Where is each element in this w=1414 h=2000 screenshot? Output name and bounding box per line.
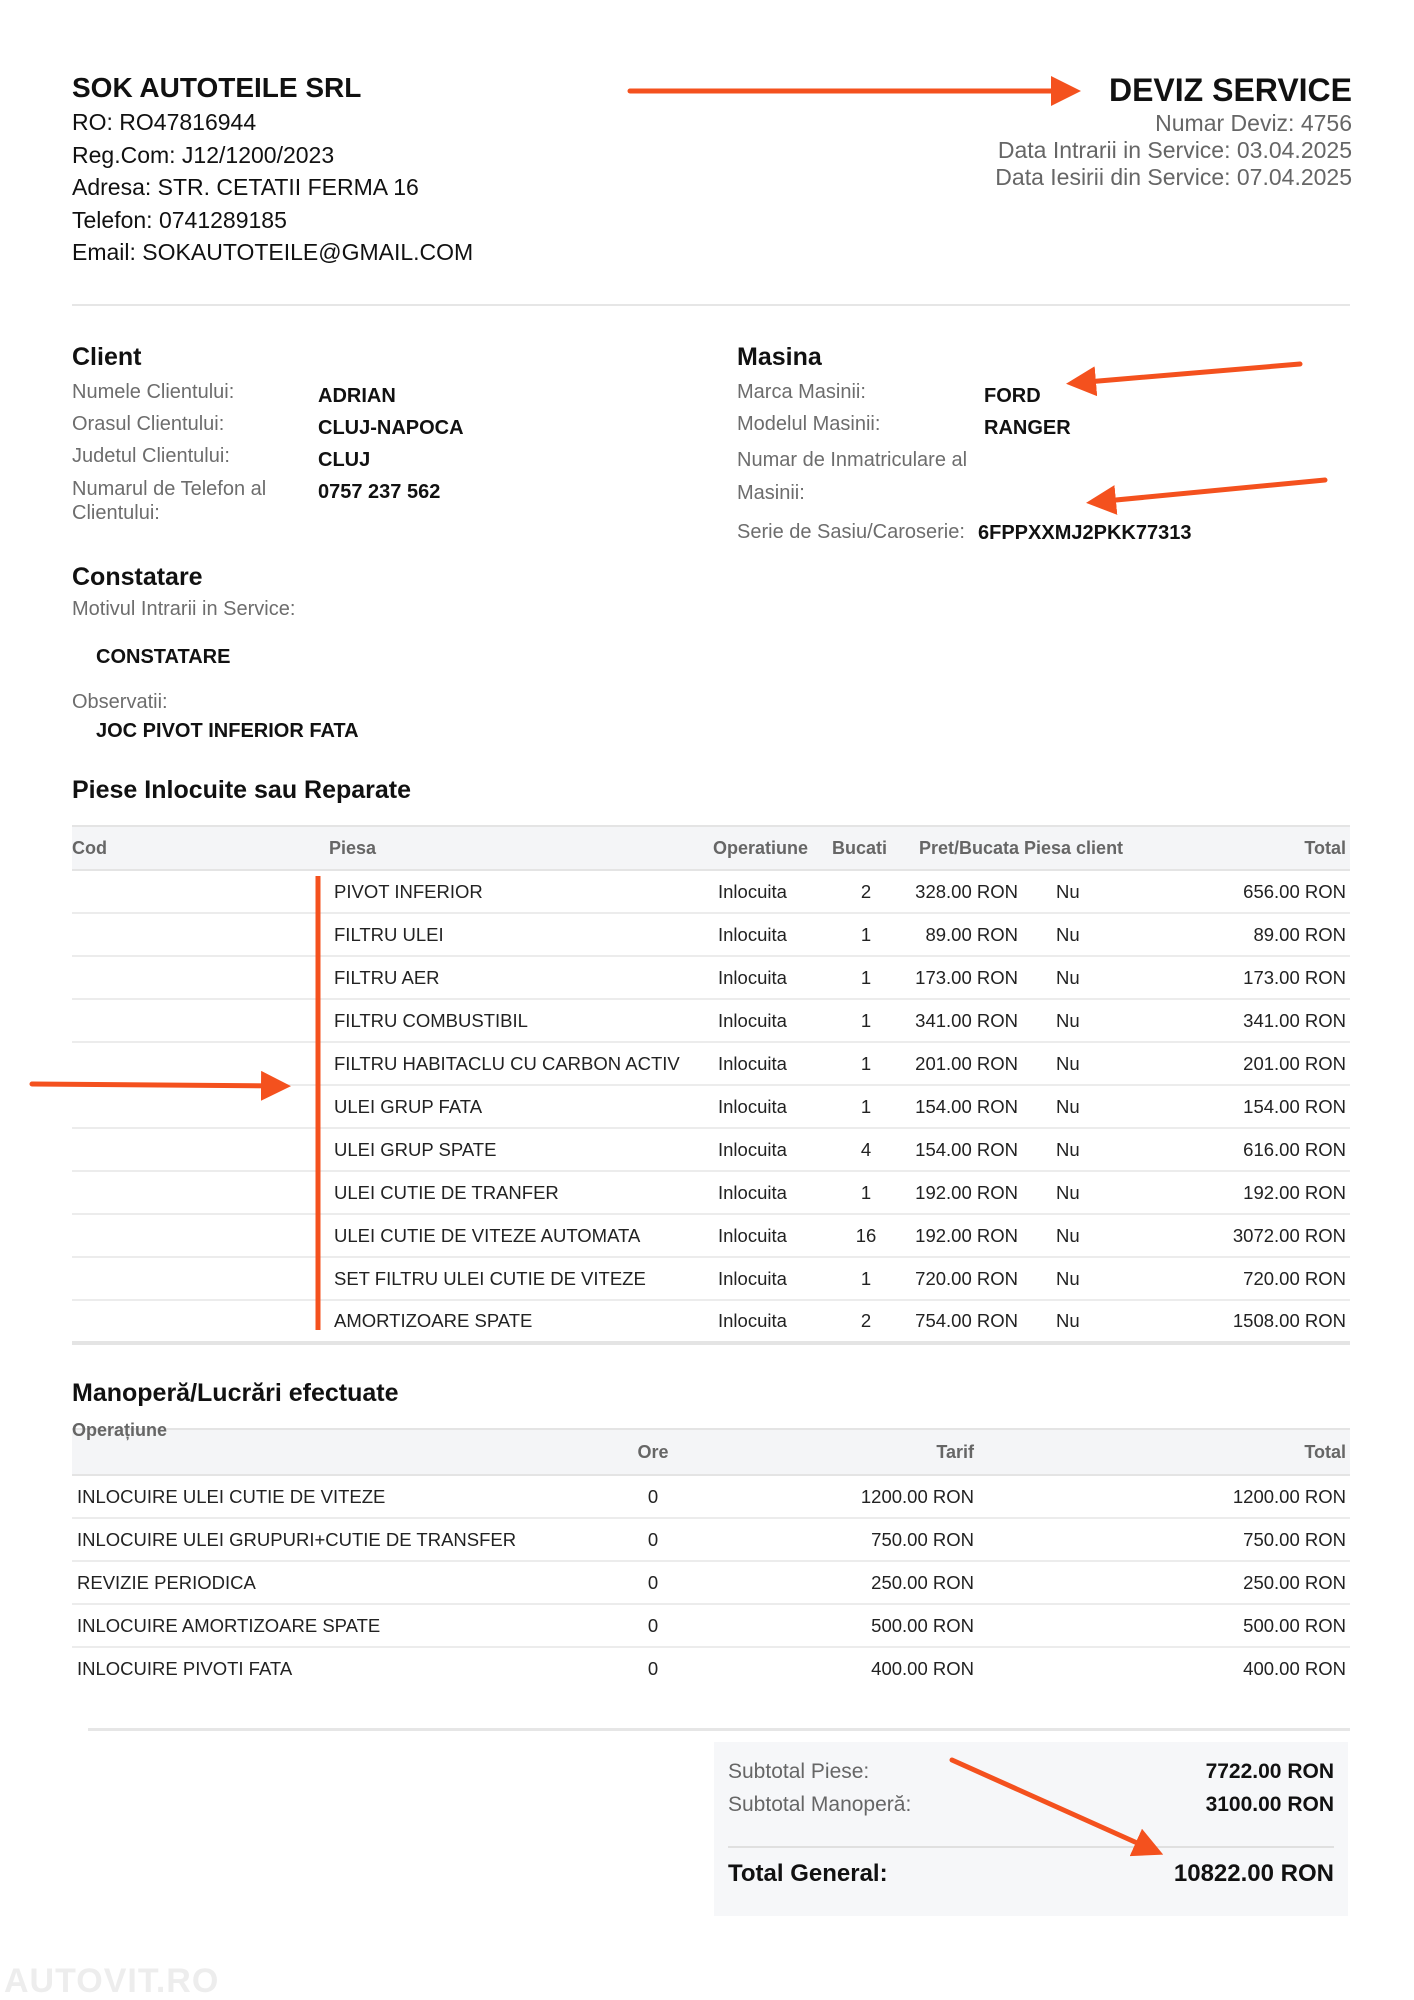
subtotal-parts-value: 7722.00 RON (1205, 1760, 1334, 1783)
labor-cell-tarif: 500.00 RON (693, 1604, 978, 1647)
parts-cell-piesa: FILTRU AER (329, 956, 713, 999)
parts-cell-piesa: ULEI GRUP FATA (329, 1085, 713, 1128)
client-city-label: Orasul Clientului: (72, 413, 225, 435)
car-plate-label: Numar de Inmatriculare al (737, 449, 968, 471)
parts-cell-total: 173.00 RON (1174, 956, 1350, 999)
client-county-label: Judetul Clientului: (72, 445, 230, 467)
parts-cell-total: 192.00 RON (1174, 1171, 1350, 1214)
car-model-label: Modelul Masinii: (737, 413, 881, 435)
parts-cell-piesa: PIVOT INFERIOR (329, 870, 713, 913)
parts-cell-piesa: ULEI CUTIE DE TRANFER (329, 1171, 713, 1214)
parts-cell-operatiune: Inlocuita (713, 1300, 832, 1343)
arrow-to-total-icon (952, 1760, 1155, 1851)
parts-cell-pret: 341.00 RON (900, 999, 1024, 1042)
company-ro: RO: RO47816944 (72, 109, 257, 135)
parts-cell-bucati: 16 (832, 1214, 900, 1257)
parts-cell-piesa-client: Nu (1024, 1085, 1174, 1128)
labor-cell-operatiune: INLOCUIRE PIVOTI FATA (77, 1658, 293, 1679)
grand-total-label: Total General: (728, 1860, 888, 1887)
parts-cell-bucati: 1 (832, 1257, 900, 1300)
parts-cell-piesa-client: Nu (1024, 999, 1174, 1042)
col-tarif: Tarif (693, 1429, 978, 1475)
parts-cell-piesa: FILTRU ULEI (329, 913, 713, 956)
arrow-to-parts-icon (32, 1084, 282, 1086)
parts-cell-piesa-client: Nu (1024, 1214, 1174, 1257)
labor-cell-ore: 0 (613, 1475, 693, 1518)
parts-cell-pret: 154.00 RON (900, 1128, 1024, 1171)
parts-cell-bucati: 1 (832, 999, 900, 1042)
col-piesa-client: Piesa client (1024, 826, 1174, 870)
parts-cell-pret: 192.00 RON (900, 1214, 1024, 1257)
parts-cell-total: 616.00 RON (1174, 1128, 1350, 1171)
car-vin-label: Serie de Sasiu/Caroserie: (737, 521, 965, 543)
subtotal-labor-value: 3100.00 RON (1205, 1793, 1334, 1816)
labor-cell-operatiune: INLOCUIRE ULEI CUTIE DE VITEZE (72, 1475, 613, 1518)
labor-cell-tarif: 1200.00 RON (693, 1475, 978, 1518)
parts-cell-piesa-client: Nu (1024, 1128, 1174, 1171)
col-ore: Ore (613, 1429, 693, 1475)
labor-cell-ore: 0 (613, 1518, 693, 1561)
company-name: SOK AUTOTEILE SRL (72, 72, 362, 103)
parts-cell-pret: 754.00 RON (900, 1300, 1024, 1343)
labor-cell-operatiune: REVIZIE PERIODICA (72, 1561, 613, 1604)
parts-cell-pret: 89.00 RON (900, 913, 1024, 956)
labor-cell-total: 400.00 RON (1243, 1658, 1346, 1679)
parts-cell-total: 656.00 RON (1174, 870, 1350, 913)
client-county: CLUJ (318, 449, 371, 471)
parts-cell-piesa-client: Nu (1024, 1171, 1174, 1214)
parts-cell-bucati: 1 (832, 956, 900, 999)
document-title: DEVIZ SERVICE (1108, 72, 1352, 108)
parts-cell-total: 201.00 RON (1174, 1042, 1350, 1085)
parts-cell-bucati: 1 (832, 1171, 900, 1214)
parts-cell-total: 3072.00 RON (1174, 1214, 1350, 1257)
labor-cell-operatiune: INLOCUIRE ULEI GRUPURI+CUTIE DE TRANSFER (72, 1518, 613, 1561)
labor-cell-total: 750.00 RON (978, 1518, 1350, 1561)
labor-cell-total: 1200.00 RON (978, 1475, 1350, 1518)
client-phone-label: Numarul de Telefon al (72, 478, 267, 500)
subtotal-labor-label: Subtotal Manoperă: (728, 1793, 912, 1816)
client-phone: 0757 237 562 (318, 481, 441, 503)
col-total: Total (1174, 826, 1350, 870)
parts-cell-bucati: 1 (832, 1042, 900, 1085)
labor-cell-total: 250.00 RON (978, 1561, 1350, 1604)
labor-cell-ore: 0 (613, 1604, 693, 1647)
grand-total-value: 10822.00 RON (1173, 1860, 1334, 1887)
col-cod: Cod (72, 826, 329, 870)
parts-cell-total: 154.00 RON (1174, 1085, 1350, 1128)
car-title: Masina (737, 343, 822, 371)
parts-cell-bucati: 1 (832, 1085, 900, 1128)
parts-cell-pret: 192.00 RON (900, 1171, 1024, 1214)
parts-cell-piesa: ULEI CUTIE DE VITEZE AUTOMATA (329, 1214, 713, 1257)
parts-cell-piesa-client: Nu (1024, 1257, 1174, 1300)
parts-cell-operatiune: Inlocuita (713, 999, 832, 1042)
labor-cell-total: 500.00 RON (978, 1604, 1350, 1647)
parts-cell-piesa: ULEI GRUP SPATE (329, 1128, 713, 1171)
finding-notes: JOC PIVOT INFERIOR FATA (96, 720, 359, 742)
company-phone: Telefon: 0741289185 (72, 206, 287, 233)
parts-cell-piesa-client: Nu (1024, 870, 1174, 913)
col-bucati: Bucati (832, 826, 900, 870)
parts-cell-operatiune: Inlocuita (713, 1214, 832, 1257)
parts-cell-piesa-client: Nu (1024, 956, 1174, 999)
parts-cell-bucati: 2 (832, 1300, 900, 1343)
client-city: CLUJ-NAPOCA (318, 417, 464, 439)
labor-cell-ore: 0 (647, 1658, 659, 1679)
car-brand-label: Marca Masinii: (737, 381, 866, 403)
labor-cell-tarif: 400.00 RON (871, 1658, 974, 1679)
labor-cell-ore: 0 (613, 1561, 693, 1604)
company-address: Adresa: STR. CETATII FERMA 16 (72, 174, 419, 200)
finding-reason-label: Motivul Intrarii in Service: (72, 598, 296, 620)
parts-cell-total: 89.00 RON (1174, 913, 1350, 956)
client-name: ADRIAN (318, 385, 396, 407)
client-name-label: Numele Clientului: (72, 381, 235, 403)
car-plate-label-2: Masinii: (737, 482, 805, 504)
parts-cell-piesa: SET FILTRU ULEI CUTIE DE VITEZE (329, 1257, 713, 1300)
labor-cell-tarif: 750.00 RON (693, 1518, 978, 1561)
parts-cell-operatiune: Inlocuita (713, 1257, 832, 1300)
date-out: Data Iesirii din Service: 07.04.2025 (995, 164, 1352, 190)
parts-title: Piese Inlocuite sau Reparate (72, 776, 412, 804)
arrow-to-vin-icon (1095, 480, 1325, 502)
car-brand: FORD (984, 385, 1041, 407)
date-in: Data Intrarii in Service: 03.04.2025 (997, 137, 1352, 163)
labor-cell-operatiune: INLOCUIRE AMORTIZOARE SPATE (72, 1604, 613, 1647)
labor-operation-header: Operațiune (72, 1420, 168, 1440)
company-email: Email: SOKAUTOTEILE@GMAIL.COM (72, 239, 474, 265)
parts-cell-operatiune: Inlocuita (713, 870, 832, 913)
parts-cell-pret: 173.00 RON (900, 956, 1024, 999)
col-operatiune: Operatiune (713, 826, 832, 870)
car-vin: 6FPPXXMJ2PKK77313 (978, 522, 1192, 544)
company-reg: Reg.Com: J12/1200/2023 (72, 141, 335, 168)
finding-reason: CONSTATARE (96, 646, 231, 668)
parts-cell-operatiune: Inlocuita (713, 1171, 832, 1214)
col-piesa: Piesa (329, 826, 713, 870)
client-phone-label-2: Clientului: (72, 502, 160, 524)
arrow-to-brand-icon (1075, 364, 1300, 383)
parts-cell-bucati: 4 (832, 1128, 900, 1171)
parts-cell-piesa-client: Nu (1024, 1042, 1174, 1085)
parts-cell-operatiune: Inlocuita (713, 956, 832, 999)
finding-title: Constatare (72, 563, 203, 591)
parts-cell-piesa-client: Nu (1024, 1300, 1174, 1343)
parts-cell-total: 1508.00 RON (1174, 1300, 1350, 1343)
finding-notes-label: Observatii: (72, 691, 168, 713)
client-title: Client (72, 343, 142, 371)
labor-title: Manoperă/Lucrări efectuate (72, 1379, 399, 1407)
parts-cell-total: 341.00 RON (1174, 999, 1350, 1042)
parts-cell-total: 720.00 RON (1174, 1257, 1350, 1300)
parts-cell-operatiune: Inlocuita (713, 1085, 832, 1128)
col-labor-total: Total (978, 1429, 1350, 1475)
parts-cell-operatiune: Inlocuita (713, 1128, 832, 1171)
document-number: Numar Deviz: 4756 (1155, 110, 1352, 136)
col-pret: Pret/Bucata (900, 826, 1024, 870)
parts-cell-piesa-client: Nu (1024, 913, 1174, 956)
parts-cell-bucati: 1 (832, 913, 900, 956)
parts-cell-piesa: AMORTIZOARE SPATE (329, 1300, 713, 1343)
watermark-logo: AUTOVIT.RO (4, 1962, 220, 2000)
parts-cell-operatiune: Inlocuita (713, 913, 832, 956)
parts-cell-bucati: 2 (832, 870, 900, 913)
parts-cell-pret: 154.00 RON (900, 1085, 1024, 1128)
labor-cell-tarif: 250.00 RON (693, 1561, 978, 1604)
parts-cell-pret: 720.00 RON (900, 1257, 1024, 1300)
subtotal-parts-label: Subtotal Piese: (728, 1760, 870, 1783)
parts-cell-pret: 201.00 RON (900, 1042, 1024, 1085)
parts-cell-piesa: FILTRU HABITACLU CU CARBON ACTIV (329, 1042, 713, 1085)
parts-cell-operatiune: Inlocuita (713, 1042, 832, 1085)
parts-cell-pret: 328.00 RON (900, 870, 1024, 913)
car-model: RANGER (984, 417, 1071, 439)
parts-cell-piesa: FILTRU COMBUSTIBIL (329, 999, 713, 1042)
